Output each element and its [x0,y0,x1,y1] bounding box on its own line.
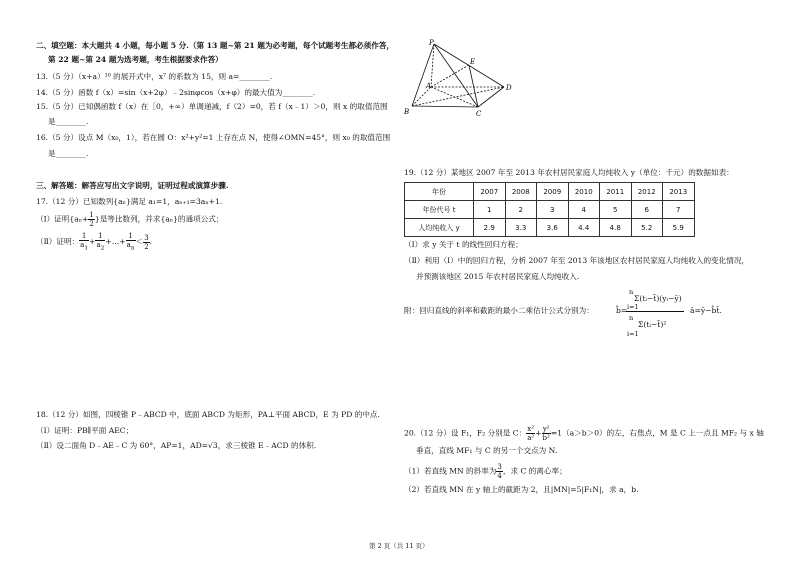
question-17-stem: 17.（12 分）已知数列{aₙ}满足 a₁=1，aₙ₊₁=3aₙ+1. [36,197,223,206]
fraction-1-over-a2: $\frac{1}{a_2}$ [96,232,105,252]
pyramid-figure [400,36,530,122]
b-hat-label: b̂= [616,306,628,315]
section2-heading-line2: 第 22 题~第 24 题为选考题，考生根据要求作答） [48,55,223,64]
label-D: D [506,84,512,92]
regression-formula-intro: 附：回归直线的斜率和截距的最小二乘估计公式分别为： [404,306,594,315]
question-19-part2-line1: （Ⅱ）利用（Ⅰ）中的回归方程，分析 2007 年至 2013 年该地区农村居民家庭人均纯收入的变化情况， [404,256,750,265]
section2-heading-line1: 二、填空题：本大题共 4 小题，每小题 5 分.（第 13 题~第 21 题为必考题，每个试题考生都必须作答， [36,41,395,50]
question-18-part1: （Ⅰ）证明：PB∥平面 AEC； [36,426,134,435]
question-19-part2-line2: 并预测该地区 2015 年农村居民家庭人均纯收入. [416,272,580,281]
fraction-three-halves: $\frac{3}{2}$ [144,233,149,251]
fraction-one-half: $\frac{1}{2}$ [89,211,94,228]
table-row: 年份 2007 2008 2009 2010 2011 2012 2013 [405,183,695,201]
table-row: 人均纯收入 y 2.9 3.3 3.6 4.4 4.8 5.2 5.9 [405,219,695,237]
table-row: 年份代号 t 1 2 3 4 5 6 7 [405,201,695,219]
question-15-line2: 是________. [48,117,89,126]
sum-bottom-i1: i=1 [627,303,639,311]
label-A: A [426,82,432,90]
fraction-x2-a2: $\frac{\text{x²}}{\text{a²}}$ [527,425,535,442]
sum-top-n-2: n [629,314,634,322]
page-footer: 第 2 页（共 11 页） [369,542,429,550]
question-14: 14.（5 分）函数 f（x）=sin（x+2φ）﹣2sinφcos（x+φ）的最大值为________. [36,88,316,97]
label-P: P [429,39,434,47]
sum-bottom-i1-2: i=1 [627,330,639,338]
a-hat-formula: â=ȳ−b̂t̄. [690,306,722,315]
fraction-y2-b2: $\frac{\text{y²}}{\text{b²}}$ [542,425,550,442]
sum-top-n: n [629,288,634,296]
fraction-1-over-a1: $\frac{1}{a_1}$ [80,232,89,252]
question-17-part2: （Ⅱ）证明： $\frac{1}{a_1}$ + $\frac{1}{a_2}$ +…+ $\frac{1}{a_n}$ ＜ $\frac{3}{2}$ . [36,232,153,252]
question-15-line1: 15.（5 分）已知偶函数 f（x）在［0，+∞）单调递减，f（2）=0，若 f（x﹣1）＞0，则 x 的取值范围 [36,102,388,111]
b-hat-numerator: Σ(tᵢ−t̄)(yᵢ−ȳ) [634,294,682,303]
b-hat-denominator: Σ(tᵢ−t̄)² [638,320,667,329]
question-19-part1: （Ⅰ）求 y 关于 t 的线性回归方程； [404,240,523,249]
question-18-stem: 18.（12 分）如图，四棱锥 P﹣ABCD 中，底面 ABCD 为矩形，PA⊥平面 ABCD，E 为 PD 的中点. [36,410,380,419]
fraction-three-quarters: $\frac{3}{4}$ [497,463,502,480]
income-table [404,182,695,237]
question-20-line2: 垂直，直线 MF₁ 与 C 的另一个交点为 N. [416,446,558,455]
label-E: E [470,58,476,66]
label-C: C [476,110,482,118]
question-19-stem: 19.（12 分）某地区 2007 年至 2013 年农村居民家庭人均纯收入 y（单位：千元）的数据如表： [404,168,734,177]
question-13: 13.（5 分）（x+a）¹⁰ 的展开式中，x⁷ 的系数为 15，则 a=________. [36,72,273,81]
question-16-line2: 是________. [48,149,89,158]
fraction-1-over-an: $\frac{1}{a_n}$ [126,232,135,252]
question-20-part2: （2）若直线 MN 在 y 轴上的截距为 2，且|MN|=5|F₁N|，求 a，b. [404,485,639,494]
fraction-bar [626,311,684,312]
question-17-part1: （Ⅰ）证明{aₙ+ $\frac{1}{2}$ }是等比数列，并求{aₙ}的通项公式； [36,211,224,228]
question-18-part2: （Ⅱ）设二面角 D﹣AE﹣C 为 60°，AP=1，AD=√3，求三棱锥 E﹣ACD 的体积. [36,441,317,450]
question-20-stem: 20.（12 分）设 F₁，F₂ 分别是 C： $\frac{\text{x²}}{\text{a²}}$ + $\frac{\text{y²}}{\text{b²}}$ =1（a＞b＞0）的左，右焦点，M 是 C 上一点且 MF₂ 与 x 轴 [404,425,764,442]
question-16-line1: 16.（5 分）设点 M（x₀，1），若在圆 O：x²+y²=1 上存在点 N，使得∠OMN=45°，则 x₀ 的取值范围 [36,133,391,142]
question-20-part1: （1）若直线 MN 的斜率为 $\frac{3}{4}$ ，求 C 的离心率； [404,463,567,480]
label-B: B [404,108,410,116]
section3-heading: 三、解答题：解答应写出文字说明，证明过程或演算步骤. [36,181,229,190]
